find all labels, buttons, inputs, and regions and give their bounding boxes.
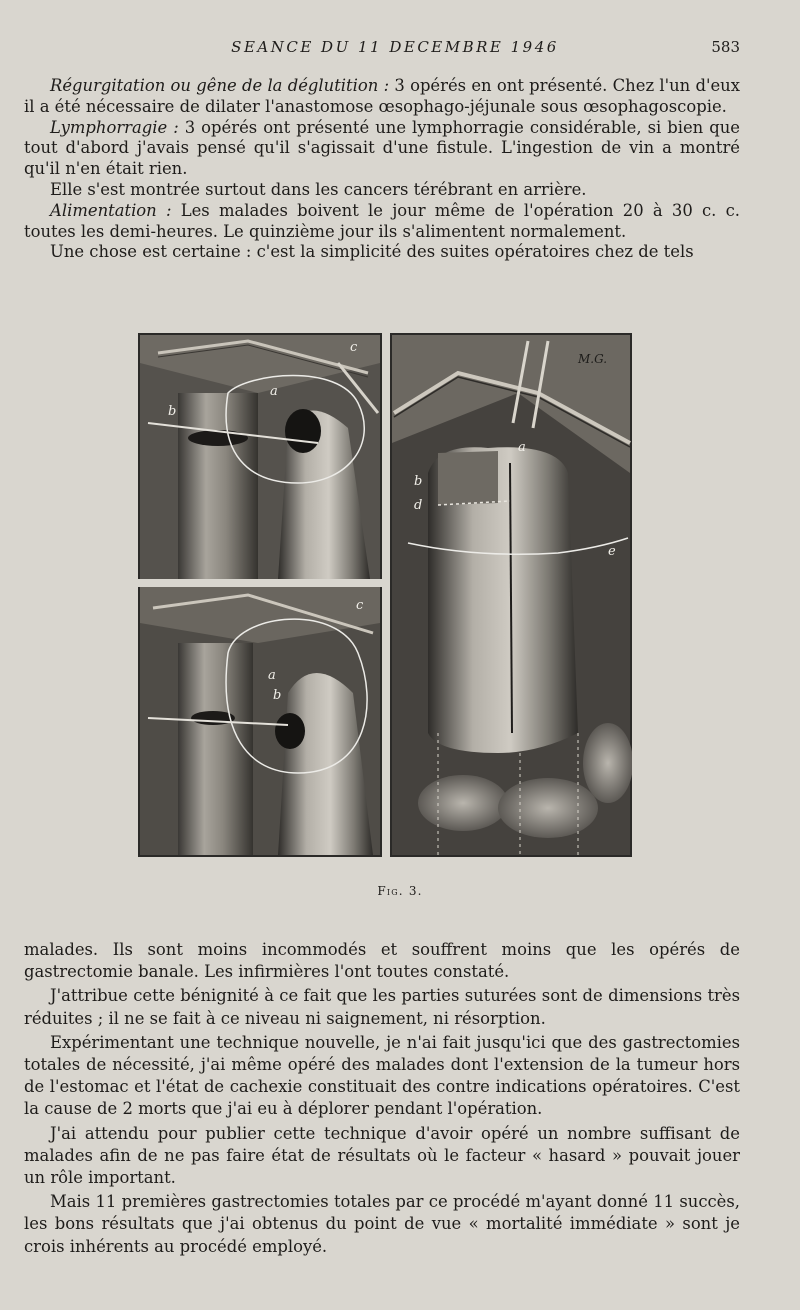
label-c: c xyxy=(356,598,364,613)
figure-panel-1 xyxy=(140,335,380,579)
label-d: d xyxy=(414,498,423,513)
paragraph-simplicite xyxy=(24,242,740,263)
paragraph-body: Les malades boivent le jour même de l'opération 20 à 30 c. c. toutes les demi-heures. Le quinzième jour ils s'alimentent normalement. xyxy=(24,200,740,241)
label-b: b xyxy=(414,474,423,489)
figure-caption: Fig. 3. xyxy=(377,884,423,898)
paragraph-body: Une chose est certaine : c'est la simplicité des suites opératoires chez de tels xyxy=(50,242,694,262)
page-number: 583 xyxy=(711,38,740,56)
paragraph-lead: Lymphorragie : xyxy=(50,117,179,137)
label-b: b xyxy=(168,404,177,419)
paragraph-malades: malades. Ils sont moins incommodés et souffrent moins que les opérés de gastrectomie banale. Les infirmières l'ont toutes constaté. xyxy=(24,940,740,982)
surgical-illustration xyxy=(138,333,632,857)
label-c: c xyxy=(350,340,358,355)
bottom-text-block xyxy=(24,939,740,1260)
label-b: b xyxy=(273,688,282,703)
label-a: a xyxy=(270,384,278,399)
running-head xyxy=(50,38,740,60)
top-text-block xyxy=(24,76,740,263)
paragraph-alimentation xyxy=(24,201,740,243)
paragraph-cancers xyxy=(24,180,740,201)
paragraph-experimentant: Expérimentant une technique nouvelle, je n'ai fait jusqu'ici que des gastrectomies totales de nécessité, j'ai même opéré des malades dont l'extension de la tumeur hors de l'estomac et l'état de cachexie constituait des contre indications opératoires. C'est la cause de 2 morts que j'ai eu à déplorer pendant l'opération. xyxy=(24,1032,740,1119)
paragraph-lymphorragie xyxy=(24,118,740,180)
figure-panel-3 xyxy=(392,335,632,855)
paragraph-body: Elle s'est montrée surtout dans les cancers térébrant en arrière. xyxy=(50,179,587,199)
label-a: a xyxy=(518,440,526,455)
running-title: SEANCE DU 11 DECEMBRE 1946 xyxy=(231,38,559,56)
paragraph-benignite: J'attribue cette bénignité à ce fait que les parties suturées sont de dimensions très réduites ; il ne se fait à ce niveau ni saignement, ni résorption. xyxy=(24,986,740,1028)
paragraph-attendu: J'ai attendu pour publier cette technique d'avoir opéré un nombre suffisant de malades afin de ne pas faire état de résultats où le facteur « hasard » pouvait jouer un rôle important. xyxy=(24,1123,740,1188)
label-e: e xyxy=(608,544,616,559)
artist-signature: M.G. xyxy=(578,352,608,366)
paragraph-regurgitation xyxy=(24,76,740,118)
paragraph-body: 3 opérés en ont présenté. Chez l'un d'eux il a été nécessaire de dilater l'anastomose œsophago-jéjunale sous œsophagoscopie. xyxy=(24,76,740,116)
paragraph-lead: Alimentation : xyxy=(50,200,172,220)
paragraph-body: 3 opérés ont présenté une lymphorragie considérable, si bien que tout d'abord j'avais pensé qu'il s'agissait d'une fistule. L'ingestion de vin a montré qu'il n'en était rien. xyxy=(24,117,740,179)
label-a: a xyxy=(268,668,276,683)
figure-panel-2 xyxy=(140,587,380,855)
paragraph-succes: Mais 11 premières gastrectomies totales par ce procédé m'ayant donné 11 succès, les bons résultats que j'ai obtenus du point de vue « mortalité immédiate » sont je crois inhérents au procédé employé. xyxy=(24,1192,740,1256)
paragraph-lead: Régurgitation ou gêne de la déglutition : xyxy=(50,76,390,95)
